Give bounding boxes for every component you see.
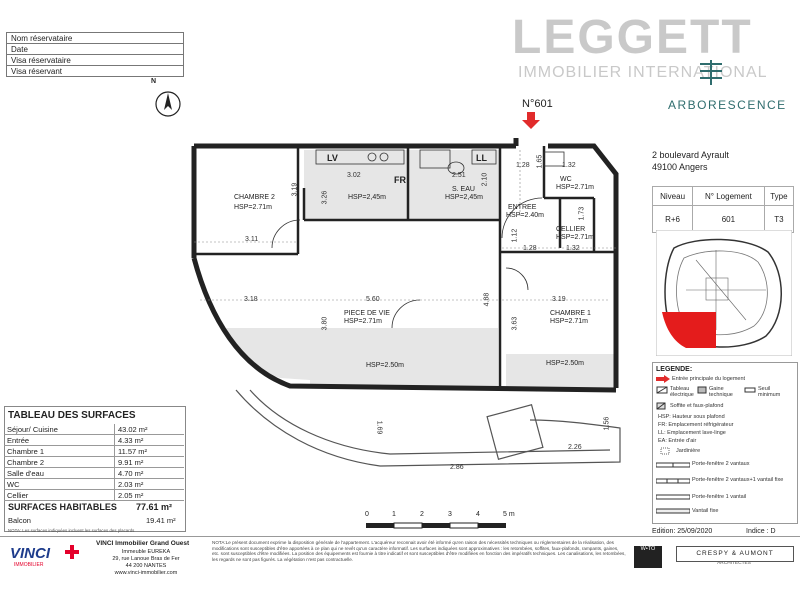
legend-item-planter: Jardinière	[676, 448, 701, 454]
dim-balcony-right: 2.26	[568, 444, 582, 451]
arborescence-logo-icon	[697, 58, 725, 86]
vinci-logo-sub: IMMOBILIER	[14, 562, 44, 568]
edition-index: Indice : D	[746, 528, 776, 535]
reservation-date-field[interactable]: Date	[7, 44, 184, 55]
room-seau-hsp: HSP=2,45m	[445, 194, 483, 201]
kitchen-fr-label: FR	[394, 175, 406, 185]
info-header-unit: N° Logement	[693, 187, 765, 206]
info-value-unit: 601	[693, 206, 765, 233]
surfaces-total-value: 77.61 m²	[136, 502, 173, 512]
edition-date: Edition: 25/09/2020	[652, 528, 713, 535]
threshold-icon	[744, 386, 756, 394]
project-name: ARBORESCENCE	[668, 98, 787, 112]
dim-balcony-end: 1.56	[603, 416, 611, 431]
dim-entree-bottom: 1.28	[523, 245, 537, 252]
dim-living-depth: 3.80	[321, 316, 329, 331]
legend-item-panel: Tableau électrique	[670, 386, 694, 398]
room-wc-hsp: HSP=2.71m	[556, 184, 594, 191]
french-window-2-icon	[656, 460, 690, 470]
fixed-pane-icon	[656, 506, 690, 516]
dim-chambre2-width: 3.11	[245, 236, 259, 243]
balcony-label: Balcon	[8, 516, 31, 525]
reservation-table	[6, 32, 184, 77]
surface-value: 2.05 m²	[114, 490, 184, 501]
scale-label-0: 0	[365, 511, 369, 518]
surface-value: 4.33 m²	[114, 435, 184, 446]
dim-chambre2-depth: 3.19	[291, 182, 299, 197]
legend-title: LEGENDE:	[656, 366, 693, 373]
scale-label-4: 4	[476, 511, 480, 518]
nota-text: NOTA:Le présent document exprime la disposition générale de l'appartement. L'acquéreur reconnait avoir été informé qu'en raison des nécessités techniques ou réglementaires de la réalisation, des modifications sont susceptibles d'être apportées à ce plan qui ne revêt qu'un caractère informatif. Les surfaces indiquées sont approximatives : les retombées, soffites, faux-plafonds, rampants, gaines, etc. sont susceptibles d'être modifiées. La position des équipements est fournie à titre indicatif et sont susceptibles d'être modifiées en fonction des impératifs techniques. Les canalisations, les retombées, les regards ne sont pas figurés. La végétation n'est pas contractuelle.	[212, 540, 626, 562]
crespy-logo: CRESPY & AUMONT	[676, 546, 794, 562]
legend-item-fw1: Porte-fenêtre 1 vantail	[692, 494, 747, 500]
legend-item-fr: FR: Emplacement réfrigérateur	[658, 422, 734, 428]
vinci-line4: www.vinci-immobilier.com	[114, 570, 178, 576]
surfaces-table	[4, 424, 184, 501]
key-plan-map	[656, 230, 792, 356]
surface-row-chambre1	[4, 446, 184, 457]
leggett-logo: LEGGETT	[512, 11, 753, 64]
dim-living-width: 5.60	[366, 296, 380, 303]
legend-item-hsp: HSP: Hauteur sous plafond	[658, 414, 725, 420]
room-piece-vie-hsp-low: HSP=2.50m	[366, 362, 404, 369]
dim-living-left: 3.18	[244, 296, 258, 303]
surface-value: 11.57 m²	[114, 446, 184, 457]
dim-seau-width: 2.51	[452, 172, 466, 179]
compass-north-label: N	[151, 78, 157, 85]
legend-item-entrance: Entrée principale du logement	[672, 376, 746, 382]
electric-panel-icon	[656, 386, 668, 394]
info-value-type: T3	[764, 206, 793, 233]
reservation-name-field[interactable]: Nom réservataire	[7, 33, 184, 44]
surface-row-wc	[4, 479, 184, 490]
surface-label: Entrée	[4, 435, 114, 446]
room-chambre1-hsp-low: HSP=2.50m	[546, 360, 584, 367]
legend-item-fixed-pane: Vantail fixe	[692, 508, 719, 514]
legend-item-threshold: Seuil minimum	[758, 386, 781, 398]
legend-item-ll: LL: Emplacement lave-linge	[658, 430, 726, 436]
leggett-subtitle: IMMOBILIER INTERNATIONAL	[518, 64, 768, 81]
scale-bar	[364, 521, 508, 531]
dim-seau-depth: 2.10	[481, 172, 489, 187]
dim-cellier-depth: 1.73	[578, 206, 586, 221]
dim-chambre1-width: 3.19	[552, 296, 566, 303]
wto-logo	[634, 546, 662, 568]
vinci-line3: 44 200 NANTES	[125, 563, 167, 569]
room-chambre2-hsp: HSP=2.71m	[234, 204, 272, 211]
legend-item-ea: EA: Entrée d'air	[658, 438, 697, 444]
surface-label: Cellier	[4, 490, 114, 501]
legend-item-duct: Gaine technique	[709, 386, 733, 398]
legend-item-fw2: Porte-fenêtre 2 vantaux	[692, 461, 750, 467]
room-chambre1-name: CHAMBRE 1	[550, 310, 591, 317]
address-line1: 2 boulevard Ayrault	[652, 150, 729, 160]
surface-row-cellier	[4, 490, 184, 501]
address-line2: 49100 Angers	[652, 162, 708, 172]
surface-value: 9.91 m²	[114, 457, 184, 468]
surface-row-sejour	[4, 424, 184, 435]
dim-kitchen-width: 3.02	[347, 172, 361, 179]
surface-value: 2.03 m²	[114, 479, 184, 490]
room-wc-name: WC	[560, 176, 572, 183]
kitchen-hsp: HSP=2,45m	[348, 194, 386, 201]
french-window-1-icon	[656, 492, 690, 502]
french-window-2-fixed-icon	[656, 476, 690, 486]
info-value-level: R+6	[653, 206, 693, 233]
crespy-logo-sub: ARCHITECTES	[717, 561, 751, 566]
dim-balcony-depth: 1.69	[375, 420, 383, 435]
compass-icon	[148, 84, 188, 124]
room-chambre2-name: CHAMBRE 2	[234, 194, 275, 201]
vinci-logo: VINCI	[10, 545, 51, 562]
room-cellier-name: CELLIER	[556, 226, 586, 233]
technical-duct-icon	[697, 386, 707, 394]
kitchen-ll-label: LL	[476, 153, 487, 163]
surfaces-note: NOTA: Les surfaces indiquées incluent les surfaces des placards	[8, 528, 135, 533]
vinci-line2: 29, rue Lanoue Bras de Fer	[112, 556, 180, 562]
planter-icon	[660, 447, 670, 455]
room-seau-name: S. EAU	[452, 186, 475, 193]
scale-label-3: 3	[448, 511, 452, 518]
legend-item-fw2-fixed: Porte-fenêtre 2 vantaux+1 vantail fixe	[692, 477, 784, 483]
surfaces-total-label: SURFACES HABITABLES	[8, 502, 117, 512]
soffit-icon	[656, 402, 666, 410]
surface-label: Chambre 2	[4, 457, 114, 468]
unit-info-table	[652, 186, 794, 233]
reservation-visa-buyer-field[interactable]: Visa réservataire	[7, 55, 184, 66]
surface-row-entree	[4, 435, 184, 446]
dim-kitchen-depth: 3.26	[321, 190, 329, 205]
legend-item-soffit: Soffite et faux-plafond	[670, 403, 724, 409]
surfaces-title: TABLEAU DES SURFACES	[8, 410, 136, 421]
wto-logo-text: W•TO	[640, 546, 656, 552]
info-header-level: Niveau	[653, 187, 693, 206]
balcony-value: 19.41 m²	[146, 516, 176, 525]
surface-row-chambre2	[4, 457, 184, 468]
info-header-type: Type	[764, 187, 793, 206]
scale-label-2: 2	[420, 511, 424, 518]
scale-label-5: 5 m	[503, 511, 515, 518]
room-chambre1-hsp: HSP=2.71m	[550, 318, 588, 325]
vinci-line1: Immeuble EUREKA	[121, 549, 171, 555]
room-entree-hsp: HSP=2.40m	[506, 212, 544, 219]
room-entree-name: ENTREE	[508, 204, 537, 211]
dim-entree-sub: 1.12	[511, 228, 519, 243]
surface-label: WC	[4, 479, 114, 490]
surface-value: 4.70 m²	[114, 468, 184, 479]
vinci-company: VINCI Immobilier Grand Ouest	[96, 540, 190, 547]
reservation-visa-seller-field[interactable]: Visa réservant	[7, 66, 184, 77]
unit-number-label: N°601	[522, 98, 553, 110]
surface-value: 43.02 m²	[114, 424, 184, 435]
dim-cellier-width: 1.32	[566, 245, 580, 252]
surface-label: Chambre 1	[4, 446, 114, 457]
surface-row-salle-eau	[4, 468, 184, 479]
surface-label: Salle d'eau	[4, 468, 114, 479]
room-cellier-hsp: HSP=2.71m	[556, 234, 594, 241]
dim-entree-depth: 1.65	[536, 154, 544, 169]
dim-balcony-left: 2.86	[450, 464, 464, 471]
kitchen-lv-label: LV	[327, 153, 338, 163]
dim-chambre1-depth: 3.63	[511, 316, 519, 331]
dim-entree-width: 1.28	[516, 162, 530, 169]
entrance-arrow-icon	[656, 375, 670, 383]
dim-wc-width: 1.32	[562, 162, 576, 169]
room-piece-vie-name: PIECE DE VIE	[344, 310, 390, 317]
surface-label: Séjour/ Cuisine	[4, 424, 114, 435]
scale-label-1: 1	[392, 511, 396, 518]
vinci-logo-icon	[64, 544, 80, 560]
dim-living-right: 4.88	[483, 292, 491, 307]
room-piece-vie-hsp: HSP=2.71m	[344, 318, 382, 325]
